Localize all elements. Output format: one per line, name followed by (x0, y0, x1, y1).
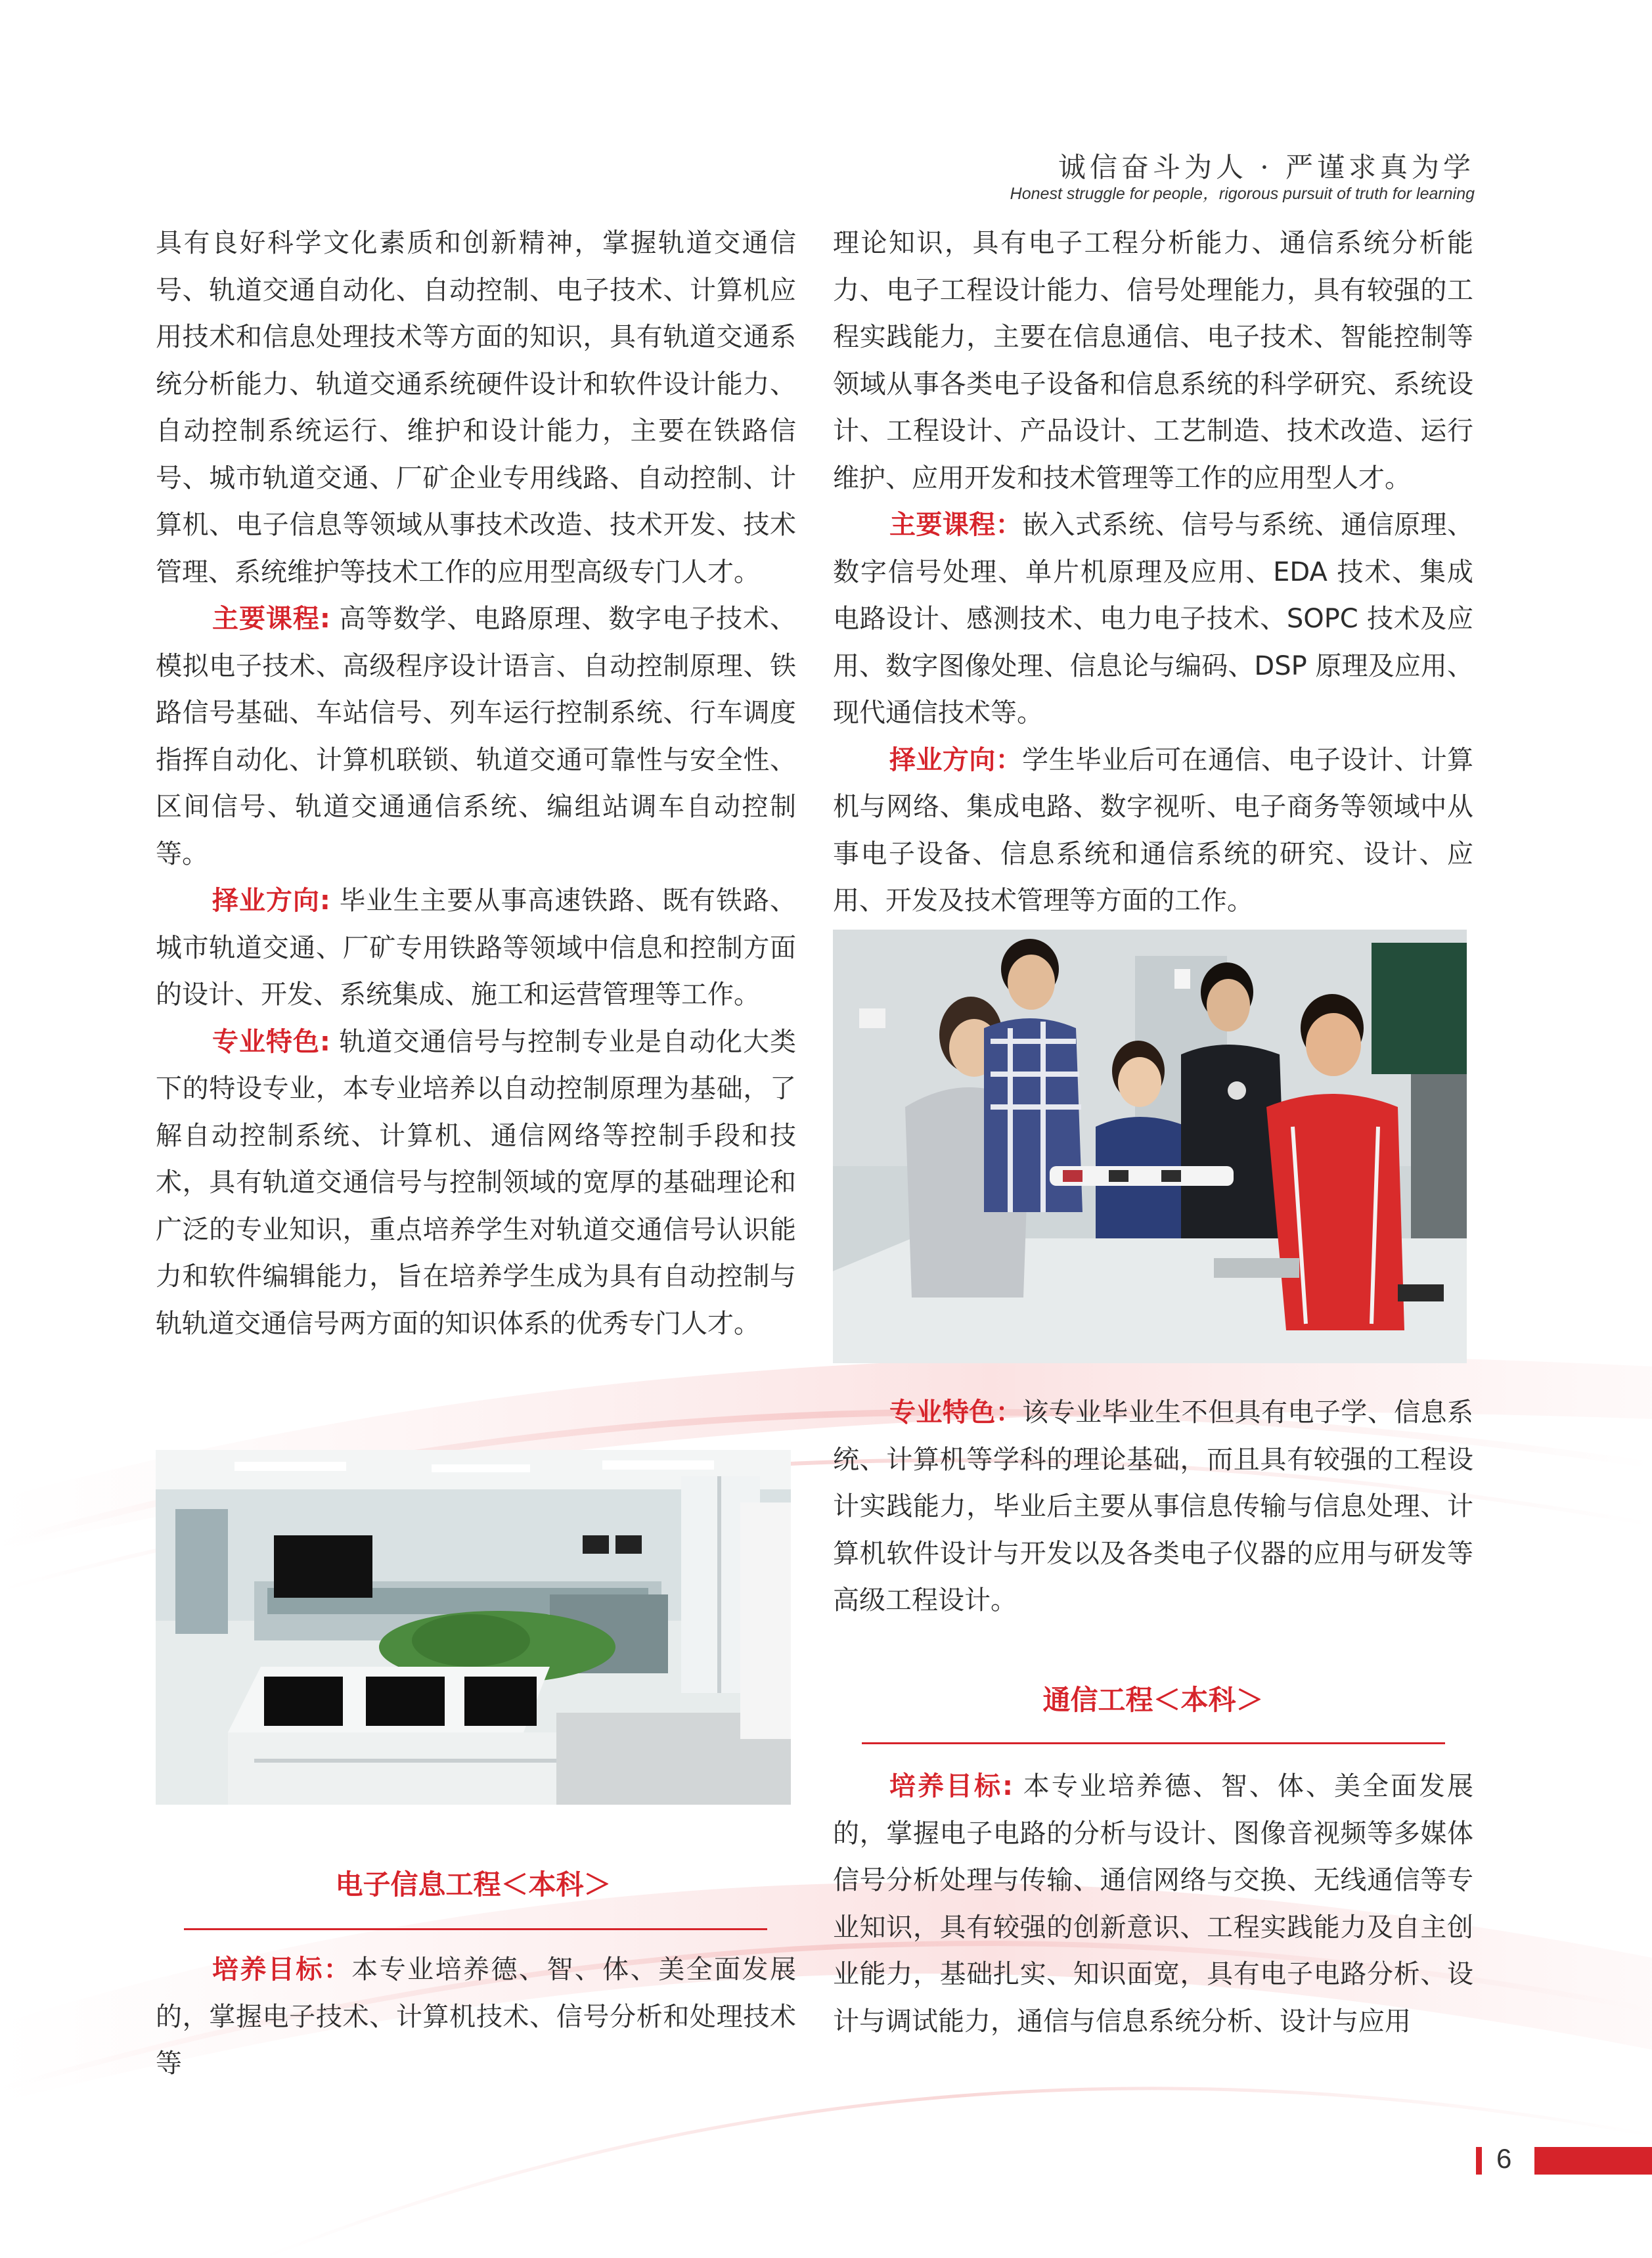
left-intro-paragraph: 具有良好科学文化素质和创新精神，掌握轨道交通信号、轨道交通自动化、自动控制、电子技术、计算机应用技术和信息处理技术等方面的知识，具有轨道交通系统分析能力、轨道交通系统硬件设计和软件设计能力、自动控制系统运行、维护和设计能力，主要在铁路信号、城市轨道交通、厂矿企业专用线路、自动控制、计算机、电子信息等领域从事技术改造、技术开发、技术管理、系统维护等技术工作的应用型高级专门人才。 (156, 228, 796, 587)
goal-text: 本专业培养德、智、体、美全面发展的，掌握电子技术、计算机技术、信号分析和处理技术等 (156, 1954, 796, 2079)
feature-label: 专业特色： (889, 1397, 1023, 1428)
feature-text: 轨道交通信号与控制专业是自动化大类下的特设专业，本专业培养以自动控制原理为基础，了解自动控制系统、计算机、通信网络等控制手段和技术，具有轨道交通信号与控制领域的宽厚的基础理论和广泛的专业知识，重点培养学生对轨道交通信号认识能力和软件编辑能力，旨在培养学生成为具有自动控制与轨轨道交通信号两方面的知识体系的优秀专门人才。 (156, 1026, 796, 1339)
rail-signal-lab-photo (156, 1450, 791, 1805)
courses-label: 主要课程: (212, 604, 330, 634)
left-goal-paragraph (156, 1947, 796, 2088)
page-number-strip (1534, 2147, 1652, 2175)
section-title-rule (862, 1742, 1445, 1744)
right-goal-block (833, 1763, 1473, 2045)
right-feature-block (833, 1389, 1473, 1625)
career-label: 择业方向： (889, 744, 1023, 775)
courses-text: 嵌入式系统、信号与系统、通信原理、数字信号处理、单片机原理及应用、EDA 技术、集成电路设计、感测技术、电力电子技术、SOPC 技术及应用、数字图像处理、信息论与编码、DSP 原理及应用、现代通信技术等。 (833, 510, 1474, 728)
right-courses-paragraph (833, 502, 1473, 737)
courses-text: 高等数学、电路原理、数字电子技术、模拟电子技术、高级程序设计语言、自动控制原理、铁路信号基础、车站信号、列车运行控制系统、行车调度指挥自动化、计算机联锁、轨道交通可靠性与安全性、区间信号、轨道交通通信系统、编组站调车自动控制等。 (156, 604, 796, 869)
goal-text: 本专业培养德、智、体、美全面发展的，掌握电子电路的分析与设计、图像音视频等多媒体信号分析处理与传输、通信网络与交换、无线通信等专业知识，具有较强的创新意识、工程实践能力及自主创业能力，基础扎实、知识面宽，具有电子电路分析、设计与调试能力，通信与信息系统分析、设计与应用 (833, 1771, 1474, 2037)
right-career-paragraph (833, 737, 1473, 925)
career-text: 毕业生主要从事高速铁路、既有铁路、城市轨道交通、厂矿专用铁路等领域中信息和控制方面的设计、开发、系统集成、施工和运营管理等工作。 (156, 886, 796, 1010)
left-goal-block (156, 1947, 796, 2088)
section-title-communication-eng: 通信工程＜本科＞ (1042, 1684, 1264, 1716)
section-title-rule (184, 1928, 767, 1930)
page-number: 6 (1496, 2143, 1512, 2174)
page-number-marker (1476, 2147, 1482, 2175)
header-motto-english: Honest struggle for people，rigorous pursuit of truth for learning (1010, 185, 1475, 203)
right-intro-paragraph: 理论知识，具有电子工程分析能力、通信系统分析能力、电子工程设计能力、信号处理能力，具有较强的工程实践能力，主要在信息通信、电子技术、智能控制等领域从事各类电子设备和信息系统的科学研究、系统设计、工程设计、产品设计、工艺制造、技术改造、运行维护、应用开发和技术管理等工作的应用型人才。 (833, 228, 1473, 493)
right-feature-paragraph (833, 1389, 1473, 1625)
right-goal-paragraph (833, 1763, 1473, 2045)
left-column (156, 220, 796, 1347)
section-title-electronic-info-eng: 电子信息工程＜本科＞ (335, 1868, 612, 1901)
career-label: 择业方向: (212, 886, 330, 916)
students-lab-photo (833, 930, 1467, 1363)
left-career-paragraph (156, 878, 796, 1019)
feature-text: 该专业毕业生不但具有电子学、信息系统、计算机等学科的理论基础，而且具有较强的工程设计实践能力，毕业后主要从事信息传输与信息处理、计算机软件设计与开发以及各类电子仪器的应用与研发等高级工程设计。 (833, 1397, 1474, 1615)
right-column (833, 220, 1473, 925)
goal-label: 培养目标: (889, 1771, 1014, 1801)
courses-label: 主要课程： (889, 510, 1023, 540)
career-text: 学生毕业后可在通信、电子设计、计算机与网络、集成电路、数字视听、电子商务等领域中从事电子设备、信息系统和通信系统的研究、设计、应用、开发及技术管理等方面的工作。 (833, 744, 1474, 916)
feature-label: 专业特色: (212, 1026, 330, 1057)
left-courses-paragraph (156, 596, 796, 878)
header-motto-chinese: 诚信奋斗为人 · 严谨求真为学 (1058, 151, 1475, 183)
goal-label: 培养目标： (212, 1954, 352, 1985)
left-feature-paragraph (156, 1019, 796, 1348)
